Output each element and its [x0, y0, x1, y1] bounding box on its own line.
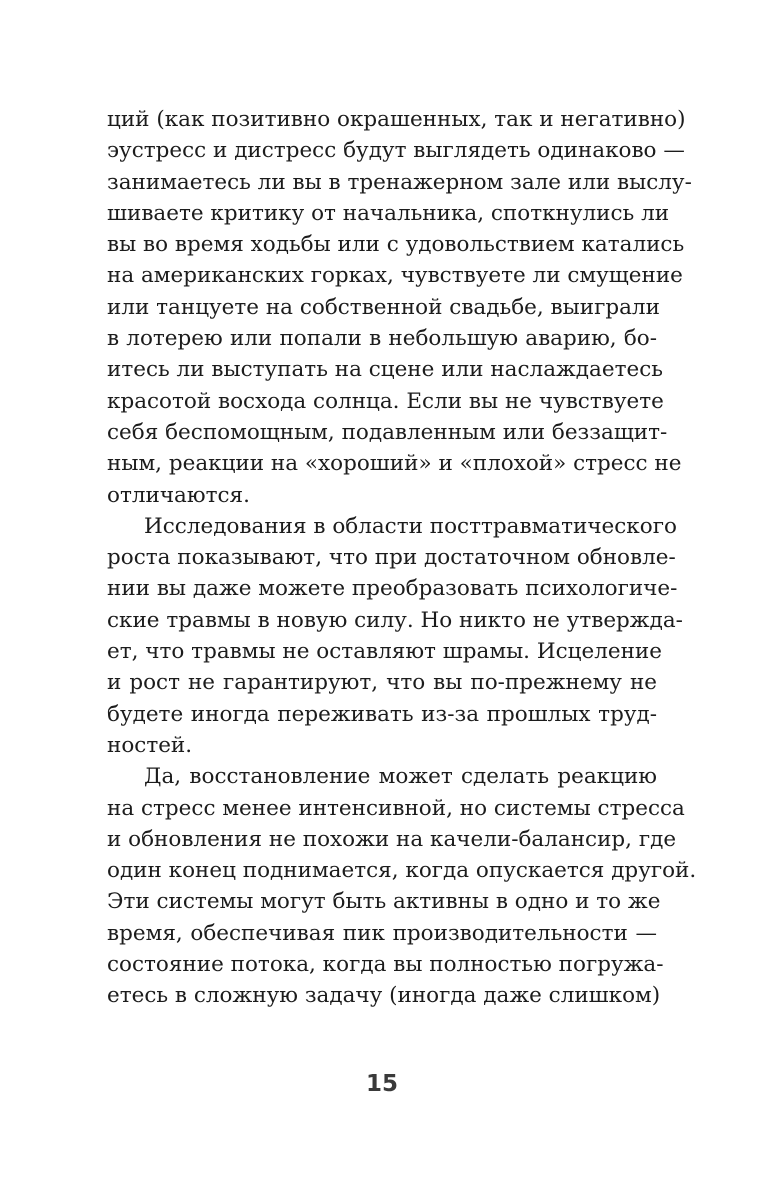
- paragraph-1: [107, 104, 692, 511]
- text-line: ностей.: [107, 732, 193, 758]
- text-line: вы во время ходьбы или с удовольствием катались: [107, 232, 685, 258]
- page-number: 15: [365, 1071, 398, 1097]
- text-line: ций (как позитивно окрашенных, так и негативно): [107, 107, 686, 132]
- text-line: занимаетесь ли вы в тренажерном зале или выслу-: [107, 169, 692, 195]
- text-line: будете иногда переживать из-за прошлых труд-: [107, 701, 657, 727]
- text-line: или танцуете на собственной свадьбе, выиграли: [107, 294, 660, 320]
- paragraph-2: [107, 511, 683, 761]
- text-line: время, обеспечивая пик производительности —: [107, 920, 657, 946]
- text-line: ские травмы в новую силу. Но никто не утвержда-: [107, 607, 683, 633]
- text-line: на стресс менее интенсивной, но системы стресса: [107, 795, 685, 821]
- text-line: ным, реакции на «хороший» и «плохой» стресс не: [107, 451, 682, 477]
- text-line: и обновления не похожи на качели-балансир, где: [107, 826, 677, 852]
- paragraph-3: [107, 761, 697, 1011]
- text-line: роста показывают, что при достаточном обновле-: [107, 545, 676, 571]
- text-line: итесь ли выступать на сцене или наслаждаетесь: [107, 357, 663, 383]
- text-line: красотой восхода солнца. Если вы не чувствуете: [107, 388, 664, 414]
- body-text: [107, 104, 697, 1012]
- text-line: отличаются.: [107, 482, 250, 508]
- text-line: состояние потока, когда вы полностью погружа-: [107, 952, 664, 978]
- text-line: нии вы даже можете преобразовать психологиче-: [107, 576, 678, 602]
- text-line: в лотерею или попали в небольшую аварию, бо-: [107, 326, 657, 352]
- text-line: один конец поднимается, когда опускается другой.: [107, 858, 697, 884]
- text-line: шиваете критику от начальника, споткнулись ли: [107, 200, 670, 226]
- text-line: и рост не гарантируют, что вы по-прежнему не: [107, 670, 657, 696]
- text-line: етесь в сложную задачу (иногда даже слишком): [107, 983, 661, 1009]
- text-line: Да, восстановление может сделать реакцию: [144, 764, 657, 790]
- text-line: эустресс и дистресс будут выглядеть одинаково —: [107, 138, 685, 164]
- text-line: на американских горках, чувствуете ли смущение: [107, 263, 683, 289]
- text-line: Эти системы могут быть активны в одно и то же: [107, 889, 661, 915]
- text-line: Исследования в области посттравматического: [144, 513, 677, 539]
- text-line: себя беспомощным, подавленным или беззащит-: [107, 419, 668, 445]
- text-line: ет, что травмы не оставляют шрамы. Исцеление: [107, 639, 662, 665]
